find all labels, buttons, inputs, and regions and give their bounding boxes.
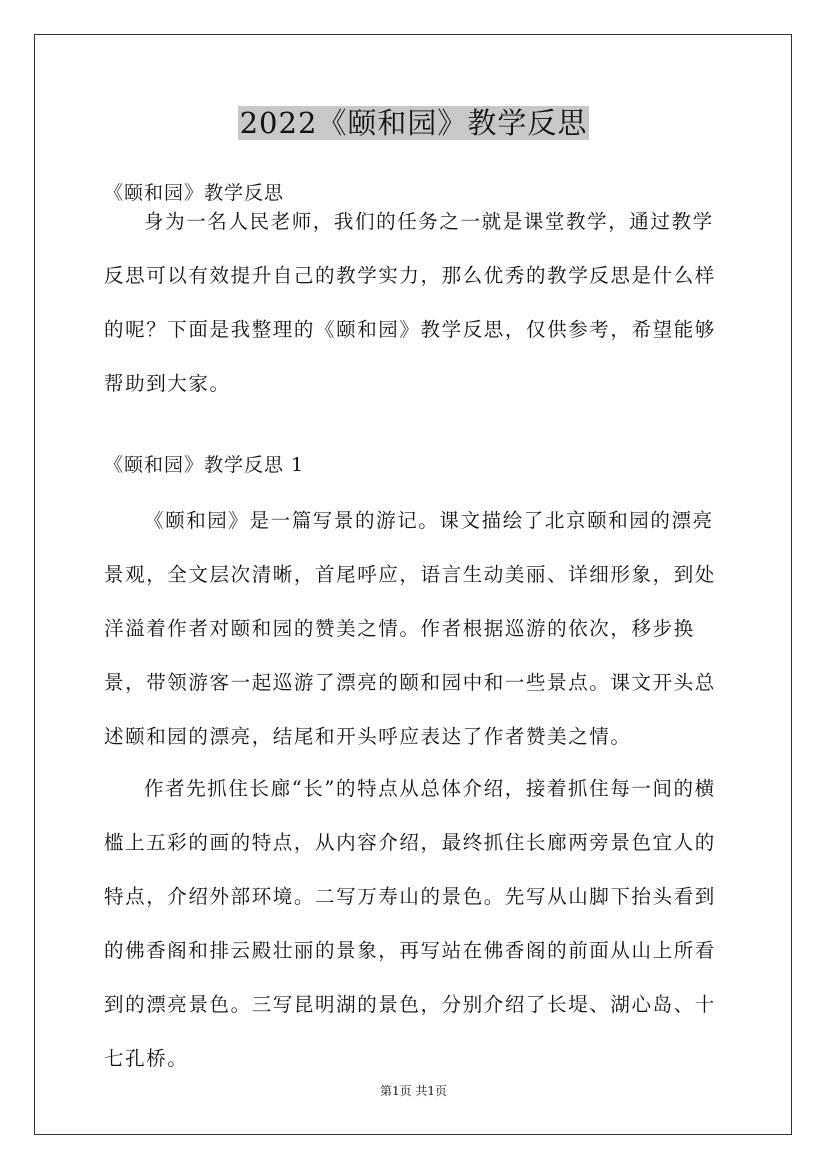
document-title xyxy=(0,103,827,143)
intro-paragraph: 身为一名人民老师，我们的任务之一就是课堂教学，通过教学反思可以有效提升自己的教学实力，那么优秀的教学反思是什么样的呢？下面是我整理的《颐和园》教学反思，仅供参考，希望能够帮助到大家。 xyxy=(104,210,716,395)
page-footer: 第1页 共1页 xyxy=(379,1084,448,1098)
body-paragraph-2: 作者先抓住长廊“长”的特点从总体介绍，接着抓住每一间的横槛上五彩的画的特点，从内容介绍，最终抓住长廊两旁景色宜人的特点，介绍外部环境。二写万寿山的景色。先写从山脚下抬头看到的佛香阁和排云殿壮丽的景象，再写站在佛香阁的前面从山上所看到的漂亮景色。三写昆明湖的景色，分别介绍了长堤、湖心岛、十七孔桥。 xyxy=(104,777,716,1070)
document-subtitle: 《颐和园》教学反思 xyxy=(104,182,285,204)
body-paragraph-1: 《颐和园》是一篇写景的游记。课文描绘了北京颐和园的漂亮景观，全文层次清晰，首尾呼应，语言生动美丽、详细形象，到处洋溢着作者对颐和园的赞美之情。作者根据巡游的依次，移步换景，带领游客一起巡游了漂亮的颐和园中和一些景点。课文开头总述颐和园的漂亮，结尾和开头呼应表达了作者赞美之情。 xyxy=(104,509,716,748)
document-title-text: 2022《颐和园》教学反思 xyxy=(239,106,588,140)
section-heading: 《颐和园》教学反思 1 xyxy=(104,454,305,476)
